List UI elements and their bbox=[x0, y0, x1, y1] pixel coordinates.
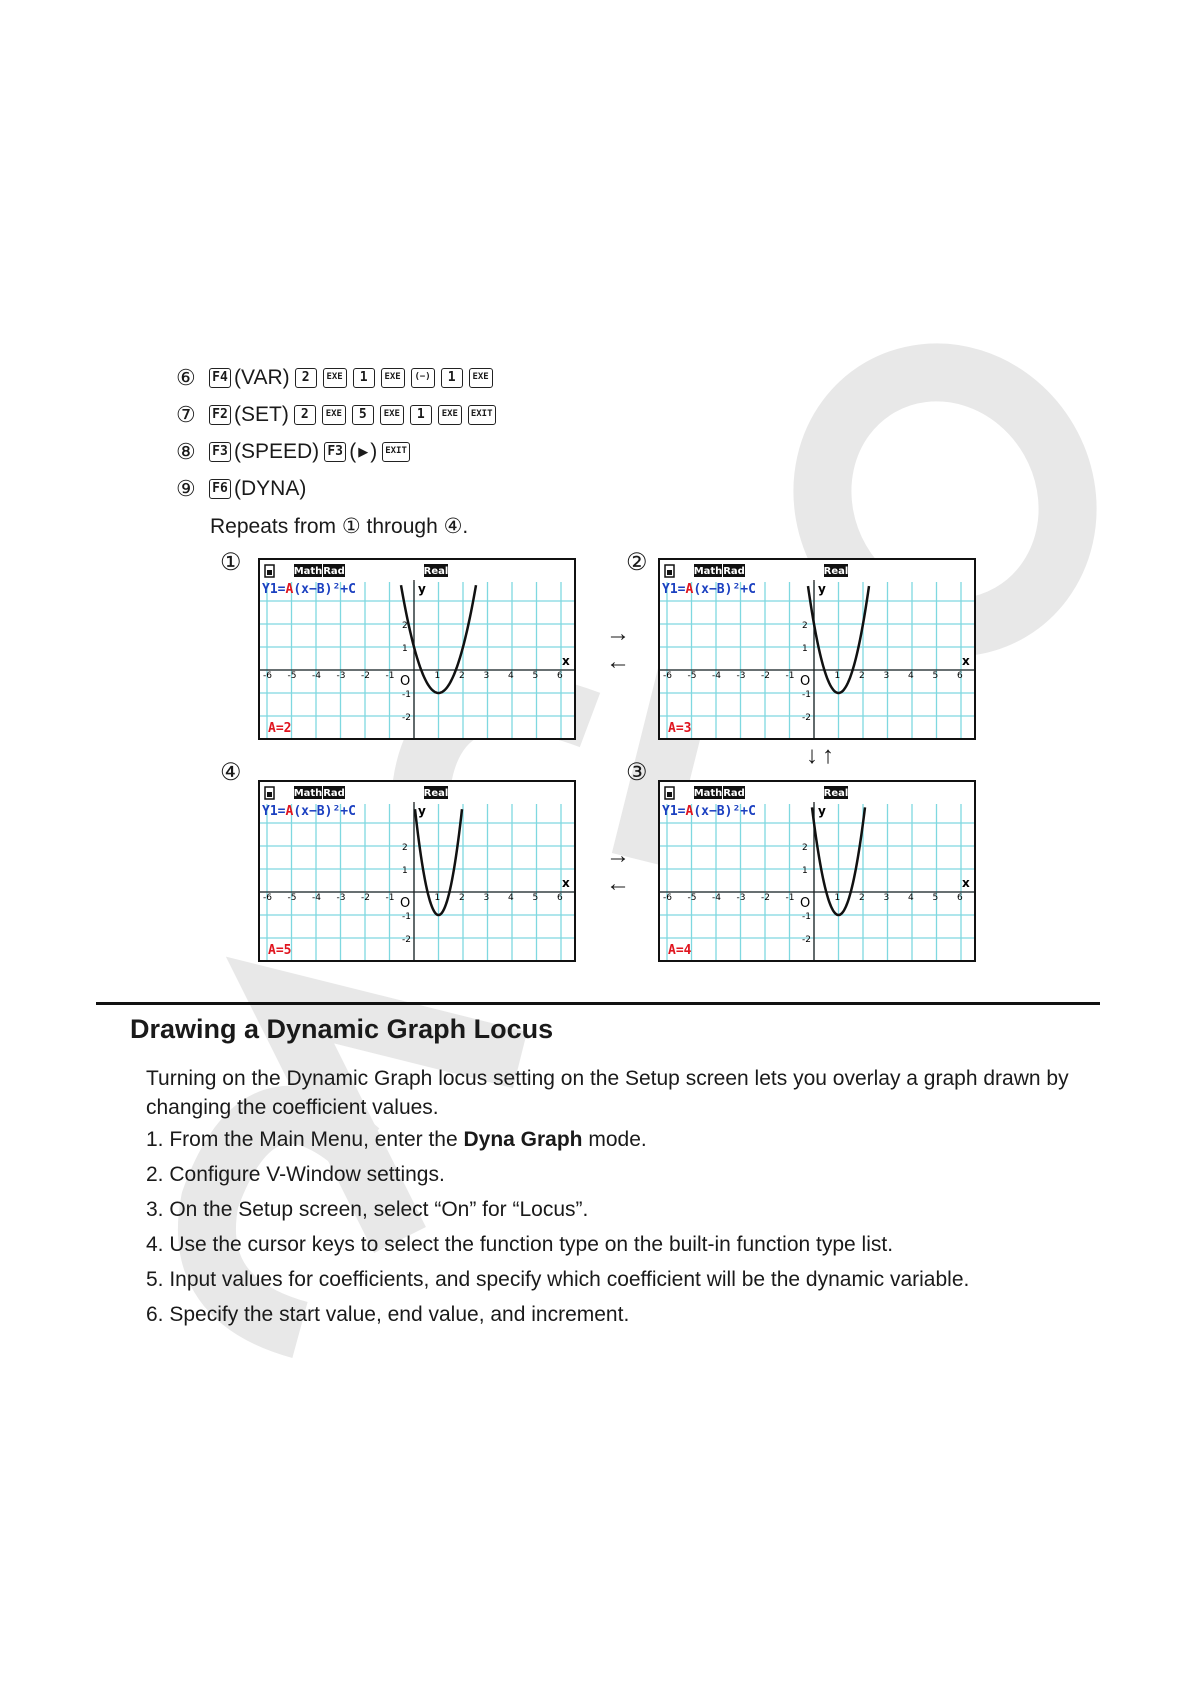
x-tick-label: 1 bbox=[434, 893, 441, 903]
x-tick-label: 2 bbox=[459, 671, 465, 681]
repeat-text: Repeats from ① through ④. bbox=[210, 515, 469, 538]
graph-screen-a4 bbox=[658, 780, 976, 962]
badge-text: Real bbox=[423, 566, 449, 577]
graph-screen-a3 bbox=[658, 558, 976, 740]
x-tick-label: 6 bbox=[557, 671, 563, 681]
x-tick-label: 6 bbox=[957, 893, 963, 903]
key-icon: EXE bbox=[438, 405, 462, 425]
x-tick-label: 3 bbox=[483, 893, 490, 903]
y-axis-label: y bbox=[818, 582, 826, 596]
key-icon: 2 bbox=[294, 405, 316, 425]
arrow-left-icon-2: ← bbox=[606, 870, 630, 897]
function-coef: A bbox=[285, 804, 294, 819]
badge-text: Real bbox=[823, 788, 849, 799]
y-tick-label: -2 bbox=[402, 713, 411, 723]
x-tick-label: -2 bbox=[761, 671, 770, 681]
function-prefix: Y1= bbox=[262, 582, 286, 597]
x-tick-label: 1 bbox=[834, 671, 841, 681]
x-tick-label: 4 bbox=[908, 893, 914, 903]
status-real-badge bbox=[824, 564, 849, 577]
x-axis-label: x bbox=[962, 654, 970, 668]
x-tick-label: -6 bbox=[663, 671, 672, 681]
section-intro: Turning on the Dynamic Graph locus setting on the Setup screen lets you overlay a graph drawn by changing the coefficient values. bbox=[146, 1067, 1069, 1119]
status-real-badge bbox=[824, 786, 849, 799]
x-tick-label: -5 bbox=[287, 893, 297, 903]
badge-text: Rad bbox=[323, 566, 345, 577]
step-number: ⑥ bbox=[176, 365, 196, 390]
status-real-badge bbox=[424, 786, 449, 799]
key-icon: 1 bbox=[441, 368, 463, 388]
x-tick-label: -1 bbox=[385, 893, 395, 903]
y-tick-label: 1 bbox=[802, 644, 808, 654]
screen-label-1: ① bbox=[220, 549, 242, 576]
arrow-down-icon: ↓ bbox=[806, 742, 818, 769]
y-tick-label: 1 bbox=[402, 644, 408, 654]
y-axis-label: y bbox=[418, 582, 426, 596]
y-tick-label: -2 bbox=[402, 935, 411, 945]
badge-text: Math bbox=[693, 566, 723, 577]
y-tick-label: 1 bbox=[802, 866, 808, 876]
y-tick-label: 2 bbox=[802, 843, 808, 853]
function-prefix: Y1= bbox=[262, 804, 286, 819]
x-tick-label: -3 bbox=[736, 671, 746, 681]
key-icon: F6 bbox=[209, 479, 231, 499]
x-tick-label: -2 bbox=[361, 893, 370, 903]
arrow-up-icon: ↑ bbox=[822, 742, 834, 769]
x-tick-label: -3 bbox=[336, 671, 346, 681]
key-icon: 1 bbox=[410, 405, 432, 425]
list-item: 2. Configure V-Window settings. bbox=[146, 1163, 445, 1186]
function-coef: A bbox=[685, 804, 694, 819]
arrow-left-icon: ← bbox=[606, 648, 630, 675]
x-tick-label: -4 bbox=[712, 893, 721, 903]
x-tick-label: 5 bbox=[932, 671, 939, 681]
key-icon: F3 bbox=[209, 442, 231, 462]
status-math-badge bbox=[694, 786, 723, 799]
key-icon: EXE bbox=[323, 368, 347, 388]
x-tick-label: -5 bbox=[687, 893, 697, 903]
origin-label: O bbox=[800, 674, 811, 689]
y-tick-label: -2 bbox=[802, 713, 811, 723]
screen-label-2: ② bbox=[626, 549, 648, 576]
x-tick-label: -3 bbox=[736, 893, 746, 903]
badge-text: Math bbox=[293, 566, 323, 577]
origin-label: O bbox=[800, 896, 811, 911]
step-text: ) bbox=[370, 440, 378, 463]
key-icon: F4 bbox=[209, 368, 231, 388]
badge-text: Real bbox=[423, 788, 449, 799]
x-tick-label: -5 bbox=[687, 671, 697, 681]
x-tick-label: 5 bbox=[532, 893, 539, 903]
arrow-right-icon: → bbox=[606, 620, 630, 647]
list-item: 4. Use the cursor keys to select the function type on the built-in function type list. bbox=[146, 1233, 894, 1256]
x-tick-label: 3 bbox=[883, 671, 890, 681]
key-icon: F2 bbox=[209, 405, 231, 425]
badge-text: Rad bbox=[323, 788, 345, 799]
graph-screen-a2 bbox=[258, 558, 576, 740]
x-axis-label: x bbox=[562, 876, 570, 890]
y-tick-label: -2 bbox=[802, 935, 811, 945]
function-label bbox=[662, 804, 756, 819]
x-tick-label: 3 bbox=[483, 671, 490, 681]
x-tick-label: -4 bbox=[312, 671, 321, 681]
badge-text: Rad bbox=[723, 788, 745, 799]
x-tick-label: 3 bbox=[883, 893, 890, 903]
y-axis-label: y bbox=[818, 804, 826, 818]
x-tick-label: 5 bbox=[932, 893, 939, 903]
badge-text: Real bbox=[823, 566, 849, 577]
x-tick-label: -1 bbox=[385, 671, 395, 681]
function-label bbox=[262, 804, 356, 819]
battery-icon-level bbox=[667, 792, 672, 797]
coefficient-value: A=3 bbox=[668, 721, 692, 736]
screen-label-3: ③ bbox=[626, 759, 648, 786]
key-icon: (−) bbox=[411, 368, 435, 388]
step-text: (VAR) bbox=[234, 366, 290, 389]
x-tick-label: 1 bbox=[434, 671, 441, 681]
status-math-badge bbox=[294, 564, 323, 577]
y-tick-label: 1 bbox=[402, 866, 408, 876]
key-icon: 1 bbox=[353, 368, 375, 388]
y-tick-label: 2 bbox=[802, 621, 808, 631]
x-tick-label: 4 bbox=[908, 671, 914, 681]
origin-label: O bbox=[400, 674, 411, 689]
battery-icon-level bbox=[267, 792, 272, 797]
x-tick-label: 4 bbox=[508, 893, 514, 903]
x-axis-label: x bbox=[562, 654, 570, 668]
x-tick-label: 5 bbox=[532, 671, 539, 681]
x-tick-label: -6 bbox=[263, 893, 272, 903]
key-icon: EXE bbox=[469, 368, 493, 388]
y-tick-label: -1 bbox=[802, 690, 811, 700]
x-tick-label: -5 bbox=[287, 671, 297, 681]
section-divider bbox=[96, 1002, 1100, 1005]
origin-label: O bbox=[400, 896, 411, 911]
status-rad-badge bbox=[723, 564, 745, 577]
x-tick-label: 2 bbox=[859, 893, 865, 903]
function-body: (x−B)²+C bbox=[693, 582, 756, 597]
list-item: 1. From the Main Menu, enter the Dyna Graph mode. bbox=[146, 1128, 647, 1151]
key-icon: 2 bbox=[295, 368, 317, 388]
arrow-right-icon-2: → bbox=[606, 842, 630, 869]
badge-text: Math bbox=[693, 788, 723, 799]
key-step-line bbox=[176, 438, 413, 466]
x-tick-label: -1 bbox=[785, 893, 795, 903]
key-icon: EXIT bbox=[468, 405, 496, 425]
play-speed-icon: ▶ bbox=[358, 444, 369, 459]
battery-icon-level bbox=[667, 570, 672, 575]
y-axis-label: y bbox=[418, 804, 426, 818]
key-icon: EXIT bbox=[382, 442, 410, 462]
function-body: (x−B)²+C bbox=[293, 804, 356, 819]
status-rad-badge bbox=[323, 564, 345, 577]
coefficient-value: A=5 bbox=[268, 943, 292, 958]
x-tick-label: 1 bbox=[834, 893, 841, 903]
status-real-badge bbox=[424, 564, 449, 577]
x-tick-label: -1 bbox=[785, 671, 795, 681]
x-tick-label: 2 bbox=[459, 893, 465, 903]
step-text: (DYNA) bbox=[234, 477, 307, 500]
graph-canvas bbox=[260, 560, 574, 738]
y-tick-label: -1 bbox=[402, 690, 411, 700]
coefficient-value: A=4 bbox=[668, 943, 692, 958]
x-tick-label: -6 bbox=[663, 893, 672, 903]
function-label bbox=[662, 582, 756, 597]
function-coef: A bbox=[685, 582, 694, 597]
function-coef: A bbox=[285, 582, 294, 597]
y-tick-label: 2 bbox=[402, 843, 408, 853]
status-rad-badge bbox=[323, 786, 345, 799]
x-tick-label: -4 bbox=[712, 671, 721, 681]
step-text: (SET) bbox=[234, 403, 289, 426]
graph-canvas bbox=[660, 560, 974, 738]
function-prefix: Y1= bbox=[662, 804, 686, 819]
list-item: 3. On the Setup screen, select “On” for “Locus”. bbox=[146, 1198, 589, 1221]
step-text: ( bbox=[349, 440, 357, 463]
step-number: ⑧ bbox=[176, 439, 196, 464]
function-prefix: Y1= bbox=[662, 582, 686, 597]
key-icon: F3 bbox=[324, 442, 346, 462]
screen-label-4: ④ bbox=[220, 759, 242, 786]
key-step-line bbox=[176, 475, 308, 503]
x-tick-label: 4 bbox=[508, 671, 514, 681]
x-tick-label: 6 bbox=[557, 893, 563, 903]
x-tick-label: -3 bbox=[336, 893, 346, 903]
y-tick-label: -1 bbox=[802, 912, 811, 922]
y-tick-label: 2 bbox=[402, 621, 408, 631]
step-number: ⑨ bbox=[176, 476, 196, 501]
graph-canvas bbox=[260, 782, 574, 960]
x-tick-label: -6 bbox=[263, 671, 272, 681]
list-item: 6. Specify the start value, end value, and increment. bbox=[146, 1303, 630, 1326]
badge-text: Rad bbox=[723, 566, 745, 577]
step-text: (SPEED) bbox=[234, 440, 320, 463]
y-tick-label: -1 bbox=[402, 912, 411, 922]
status-math-badge bbox=[694, 564, 723, 577]
graph-canvas bbox=[660, 782, 974, 960]
function-body: (x−B)²+C bbox=[693, 804, 756, 819]
key-icon: EXE bbox=[381, 368, 405, 388]
section-heading: Drawing a Dynamic Graph Locus bbox=[130, 1014, 554, 1044]
function-body: (x−B)²+C bbox=[293, 582, 356, 597]
battery-icon-level bbox=[267, 570, 272, 575]
key-icon: 5 bbox=[352, 405, 374, 425]
x-tick-label: -2 bbox=[361, 671, 370, 681]
list-item: 5. Input values for coefficients, and specify which coefficient will be the dynamic variable. bbox=[146, 1268, 970, 1291]
x-tick-label: -4 bbox=[312, 893, 321, 903]
key-step-line bbox=[176, 364, 496, 392]
graph-screen-a5 bbox=[258, 780, 576, 962]
key-icon: EXE bbox=[380, 405, 404, 425]
x-tick-label: 6 bbox=[957, 671, 963, 681]
status-rad-badge bbox=[723, 786, 745, 799]
x-axis-label: x bbox=[962, 876, 970, 890]
x-tick-label: -2 bbox=[761, 893, 770, 903]
step-number: ⑦ bbox=[176, 402, 196, 427]
coefficient-value: A=2 bbox=[268, 721, 292, 736]
key-step-line bbox=[176, 401, 499, 429]
key-icon: EXE bbox=[322, 405, 346, 425]
x-tick-label: 2 bbox=[859, 671, 865, 681]
badge-text: Math bbox=[293, 788, 323, 799]
function-label bbox=[262, 582, 356, 597]
status-math-badge bbox=[294, 786, 323, 799]
